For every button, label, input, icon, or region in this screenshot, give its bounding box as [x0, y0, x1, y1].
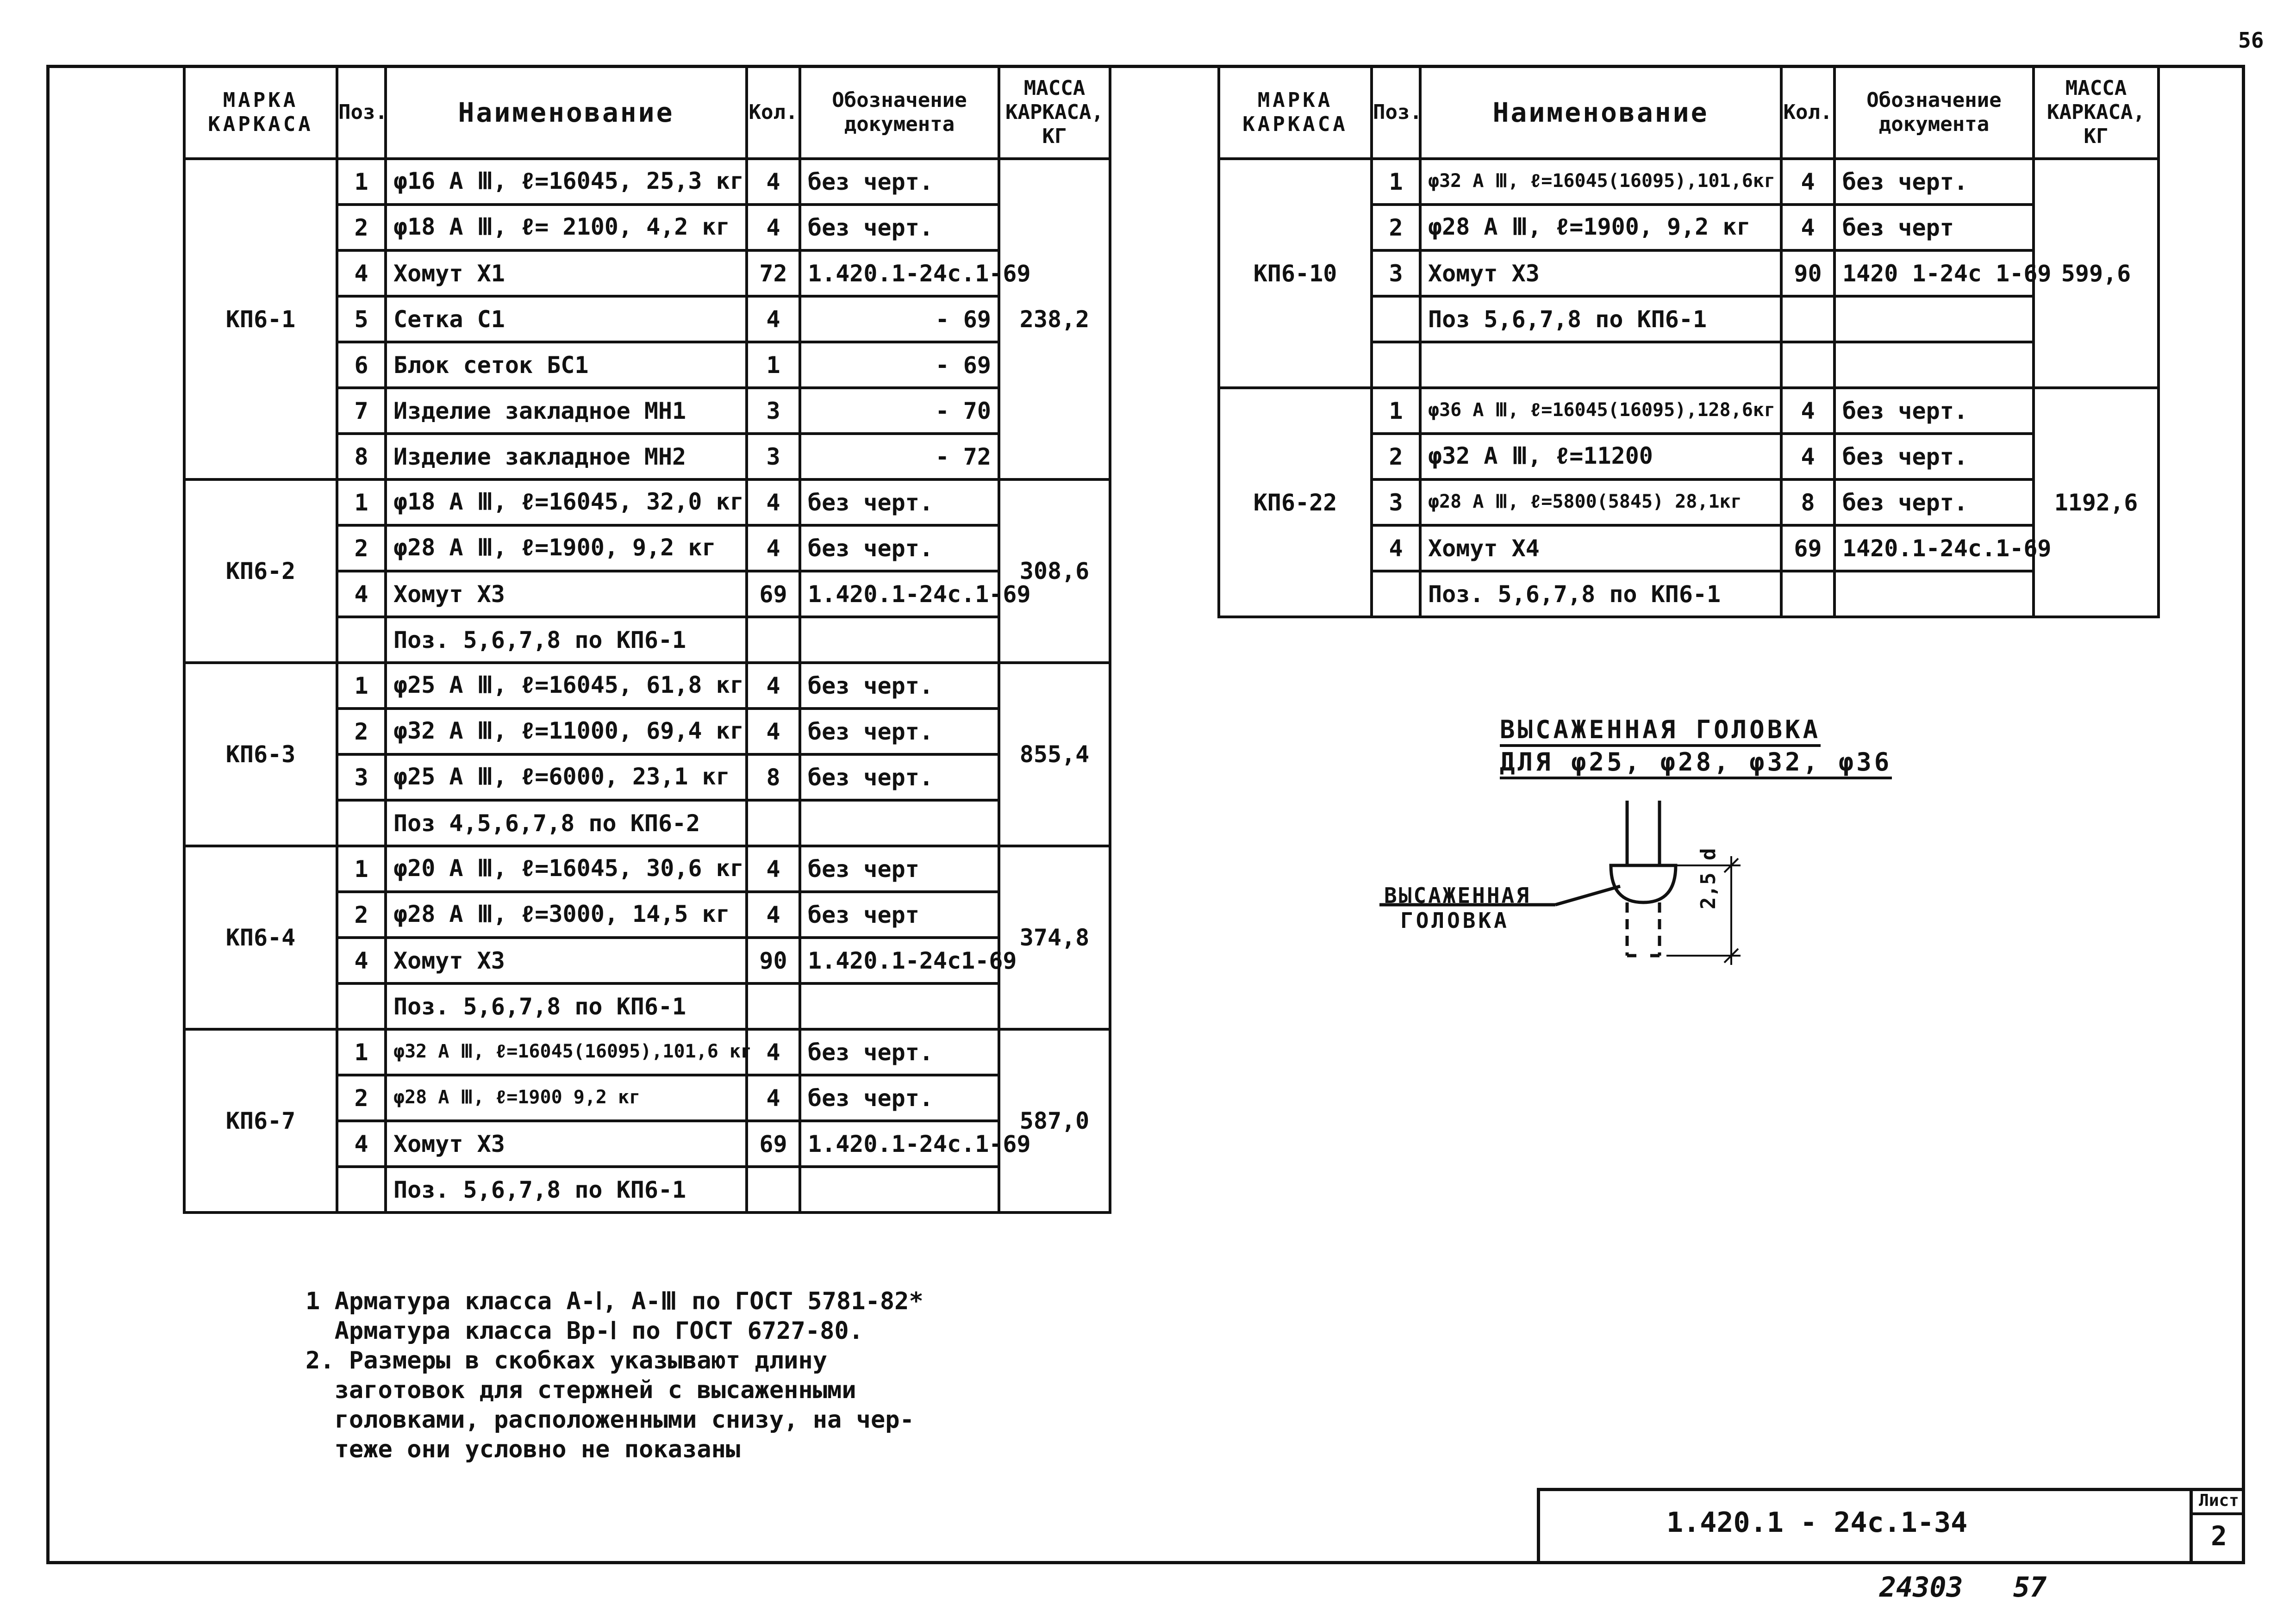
name-cell: Блок сеток БС1 [386, 342, 747, 388]
header-name: Наименование [386, 66, 747, 159]
position-cell: 4 [337, 571, 386, 617]
header-qty: Кол. [747, 66, 800, 159]
document-cell: без черт. [1834, 434, 2034, 479]
name-cell: Хомут Х3 [386, 571, 747, 617]
name-cell [1420, 342, 1781, 388]
quantity-cell: 4 [747, 1075, 800, 1121]
quantity-cell: 4 [747, 663, 800, 709]
document-cell: без черт. [800, 479, 999, 525]
document-cell [800, 1167, 999, 1213]
name-cell: Поз 5,6,7,8 по КП6-1 [1420, 296, 1781, 342]
table-row [1219, 388, 2159, 434]
name-cell: φ36 A Ⅲ, ℓ=16045(16095),128,6кг [1420, 388, 1781, 434]
name-cell: Хомут Х3 [386, 938, 747, 983]
position-cell: 2 [337, 525, 386, 571]
name-cell: φ28 A Ⅲ, ℓ=1900 9,2 кг [386, 1075, 747, 1121]
position-cell: 2 [1372, 434, 1420, 479]
position-cell: 2 [1372, 205, 1420, 250]
position-cell [337, 983, 386, 1029]
name-cell: Хомут Х4 [1420, 525, 1781, 571]
callout-line2: ГОЛОВКА [1400, 908, 1510, 933]
document-cell: без черт. [800, 159, 999, 205]
position-cell: 1 [1372, 388, 1420, 434]
frame-mass: 599,6 [2034, 159, 2159, 388]
document-cell: без черт. [800, 754, 999, 800]
quantity-cell [747, 800, 800, 846]
table-row [184, 663, 1110, 709]
left-spec-table [183, 65, 1111, 1214]
name-cell: Поз. 5,6,7,8 по КП6-1 [386, 1167, 747, 1213]
position-cell: 3 [1372, 479, 1420, 525]
quantity-cell: 4 [747, 205, 800, 250]
quantity-cell: 69 [1781, 525, 1834, 571]
document-cell: - 69 [800, 342, 999, 388]
position-cell: 2 [337, 892, 386, 938]
quantity-cell [747, 617, 800, 663]
name-cell: Хомут Х3 [1420, 250, 1781, 296]
right-spec-table [1217, 65, 2160, 618]
name-cell: φ32 A Ⅲ, ℓ=16045(16095),101,6кг [1420, 159, 1781, 205]
table-row [184, 159, 1110, 205]
frame-mark: КП6-22 [1219, 388, 1372, 617]
sheet-label: Лист [2193, 1489, 2245, 1515]
quantity-cell: 4 [1781, 205, 1834, 250]
quantity-cell: 8 [1781, 479, 1834, 525]
document-cell: - 72 [800, 434, 999, 479]
frame-mass: 374,8 [999, 846, 1110, 1029]
document-cell: без черт. [1834, 479, 2034, 525]
name-cell: Хомут Х1 [386, 250, 747, 296]
position-cell: 4 [1372, 525, 1420, 571]
page-number: 56 [2238, 28, 2264, 53]
quantity-cell: 4 [1781, 159, 1834, 205]
name-cell: φ20 A Ⅲ, ℓ=16045, 30,6 кг [386, 846, 747, 892]
position-cell: 7 [337, 388, 386, 434]
name-cell: Хомут Х3 [386, 1121, 747, 1167]
position-cell: 4 [337, 250, 386, 296]
quantity-cell: 4 [747, 296, 800, 342]
callout-line1: ВЫСАЖЕННАЯ [1384, 883, 1531, 908]
frame-mass: 587,0 [999, 1029, 1110, 1213]
document-cell: - 70 [800, 388, 999, 434]
quantity-cell: 90 [747, 938, 800, 983]
name-cell: φ16 A Ⅲ, ℓ=16045, 25,3 кг [386, 159, 747, 205]
name-cell: φ28 A Ⅲ, ℓ=1900, 9,2 кг [386, 525, 747, 571]
header-mass: МАССА КАРКАСА, КГ [999, 66, 1110, 159]
quantity-cell: 8 [747, 754, 800, 800]
header-qty: Кол. [1781, 66, 1834, 159]
position-cell [337, 617, 386, 663]
quantity-cell: 4 [1781, 388, 1834, 434]
document-cell: без черт. [800, 709, 999, 754]
name-cell: Поз 4,5,6,7,8 по КП6-2 [386, 800, 747, 846]
position-cell: 1 [1372, 159, 1420, 205]
position-cell [337, 800, 386, 846]
document-cell [1834, 296, 2034, 342]
document-cell: 1420.1-24с.1-69 [1834, 525, 2034, 571]
document-cell: без черт [1834, 205, 2034, 250]
frame-mark: КП6-10 [1219, 159, 1372, 388]
header-mark: МАРКА КАРКАСА [1219, 66, 1372, 159]
document-cell: без черт. [800, 1029, 999, 1075]
quantity-cell: 69 [747, 571, 800, 617]
name-cell: Поз. 5,6,7,8 по КП6-1 [386, 617, 747, 663]
position-cell: 3 [337, 754, 386, 800]
document-cell: без черт [800, 892, 999, 938]
table-row [184, 1029, 1110, 1075]
document-cell: без черт. [800, 663, 999, 709]
position-cell: 1 [337, 1029, 386, 1075]
header-pos: Поз. [1372, 66, 1420, 159]
header-mark: МАРКА КАРКАСА [184, 66, 337, 159]
name-cell: Поз. 5,6,7,8 по КП6-1 [386, 983, 747, 1029]
frame-mark: КП6-7 [184, 1029, 337, 1213]
detail-title-line1: ВЫСАЖЕННАЯ ГОЛОВКА [1500, 715, 1821, 747]
table-row [1219, 159, 2159, 205]
dimension-label: 2,5 d [1697, 848, 1720, 909]
frame-mass: 308,6 [999, 479, 1110, 663]
quantity-cell: 3 [747, 434, 800, 479]
name-cell: φ28 A Ⅲ, ℓ=1900, 9,2 кг [1420, 205, 1781, 250]
quantity-cell: 3 [747, 388, 800, 434]
document-cell: 1.420.1-24с.1-69 [800, 1121, 999, 1167]
general-notes: 1 Арматура класса А-Ⅰ, А-Ⅲ по ГОСТ 5781-82* Арматура класса Вр-Ⅰ по ГОСТ 6727-80. 2. Размеры в скобках указывают длину заготовок для стержней с высаженными головками, расположенными снизу, на чер- теже они условно не показаны [306, 1287, 923, 1463]
document-cell: 1420 1-24с 1-69 [1834, 250, 2034, 296]
table-row [184, 479, 1110, 525]
position-cell: 1 [337, 159, 386, 205]
document-cell [800, 617, 999, 663]
quantity-cell: 4 [747, 709, 800, 754]
position-cell: 4 [337, 1121, 386, 1167]
position-cell: 8 [337, 434, 386, 479]
document-cell [1834, 342, 2034, 388]
quantity-cell: 1 [747, 342, 800, 388]
header-doc: Обозначение документа [1834, 66, 2034, 159]
document-cell: - 69 [800, 296, 999, 342]
frame-mass: 855,4 [999, 663, 1110, 846]
quantity-cell [747, 1167, 800, 1213]
name-cell: φ28 A Ⅲ, ℓ=5800(5845) 28,1кг [1420, 479, 1781, 525]
frame-mark: КП6-1 [184, 159, 337, 479]
document-cell: без черт. [800, 525, 999, 571]
document-cell [800, 800, 999, 846]
quantity-cell: 4 [747, 892, 800, 938]
name-cell: Изделие закладное МН2 [386, 434, 747, 479]
quantity-cell: 72 [747, 250, 800, 296]
position-cell: 1 [337, 663, 386, 709]
position-cell [1372, 342, 1420, 388]
name-cell: φ32 A Ⅲ, ℓ=11200 [1420, 434, 1781, 479]
frame-mark: КП6-4 [184, 846, 337, 1029]
position-cell [337, 1167, 386, 1213]
position-cell: 6 [337, 342, 386, 388]
header-mass: МАССА КАРКАСА, КГ [2034, 66, 2159, 159]
quantity-cell [1781, 296, 1834, 342]
name-cell: φ25 A Ⅲ, ℓ=16045, 61,8 кг [386, 663, 747, 709]
position-cell [1372, 296, 1420, 342]
quantity-cell [1781, 571, 1834, 617]
quantity-cell [1781, 342, 1834, 388]
sheet-number: 2 [2211, 1520, 2227, 1552]
document-cell [1834, 571, 2034, 617]
name-cell: φ28 A Ⅲ, ℓ=3000, 14,5 кг [386, 892, 747, 938]
quantity-cell: 69 [747, 1121, 800, 1167]
quantity-cell: 4 [747, 525, 800, 571]
document-cell: 1.420.1-24с.1-69 [800, 571, 999, 617]
position-cell: 3 [1372, 250, 1420, 296]
position-cell: 2 [337, 709, 386, 754]
quantity-cell: 4 [1781, 434, 1834, 479]
frame-mass: 1192,6 [2034, 388, 2159, 617]
table-row [184, 846, 1110, 892]
name-cell: Изделие закладное МН1 [386, 388, 747, 434]
header-name: Наименование [1420, 66, 1781, 159]
frame-mark: КП6-3 [184, 663, 337, 846]
name-cell: φ32 A Ⅲ, ℓ=11000, 69,4 кг [386, 709, 747, 754]
document-cell: 1.420.1-24с.1-69 [800, 250, 999, 296]
document-cell: без черт. [1834, 159, 2034, 205]
name-cell: Сетка С1 [386, 296, 747, 342]
position-cell: 5 [337, 296, 386, 342]
quantity-cell: 4 [747, 1029, 800, 1075]
drawing-code: 1.420.1 - 24с.1-34 [1666, 1506, 1968, 1539]
position-cell [1372, 571, 1420, 617]
archive-number: 24303 57 [1879, 1571, 2047, 1604]
name-cell: φ18 A Ⅲ, ℓ=16045, 32,0 кг [386, 479, 747, 525]
position-cell: 1 [337, 846, 386, 892]
document-cell: без черт. [800, 1075, 999, 1121]
frame-mass: 238,2 [999, 159, 1110, 479]
name-cell: φ32 A Ⅲ, ℓ=16045(16095),101,6 кг [386, 1029, 747, 1075]
position-cell: 2 [337, 1075, 386, 1121]
quantity-cell: 4 [747, 159, 800, 205]
document-cell: без черт. [800, 205, 999, 250]
name-cell: φ18 A Ⅲ, ℓ= 2100, 4,2 кг [386, 205, 747, 250]
document-cell: без черт [800, 846, 999, 892]
quantity-cell: 90 [1781, 250, 1834, 296]
position-cell: 4 [337, 938, 386, 983]
name-cell: φ25 A Ⅲ, ℓ=6000, 23,1 кг [386, 754, 747, 800]
header-pos: Поз. [337, 66, 386, 159]
detail-title-line2: ДЛЯ φ25, φ28, φ32, φ36 [1500, 747, 1892, 779]
position-cell: 1 [337, 479, 386, 525]
document-cell: без черт. [1834, 388, 2034, 434]
document-cell [800, 983, 999, 1029]
document-cell: 1.420.1-24с1-69 [800, 938, 999, 983]
quantity-cell [747, 983, 800, 1029]
quantity-cell: 4 [747, 846, 800, 892]
position-cell: 2 [337, 205, 386, 250]
name-cell: Поз. 5,6,7,8 по КП6-1 [1420, 571, 1781, 617]
quantity-cell: 4 [747, 479, 800, 525]
frame-mark: КП6-2 [184, 479, 337, 663]
header-doc: Обозначение документа [800, 66, 999, 159]
